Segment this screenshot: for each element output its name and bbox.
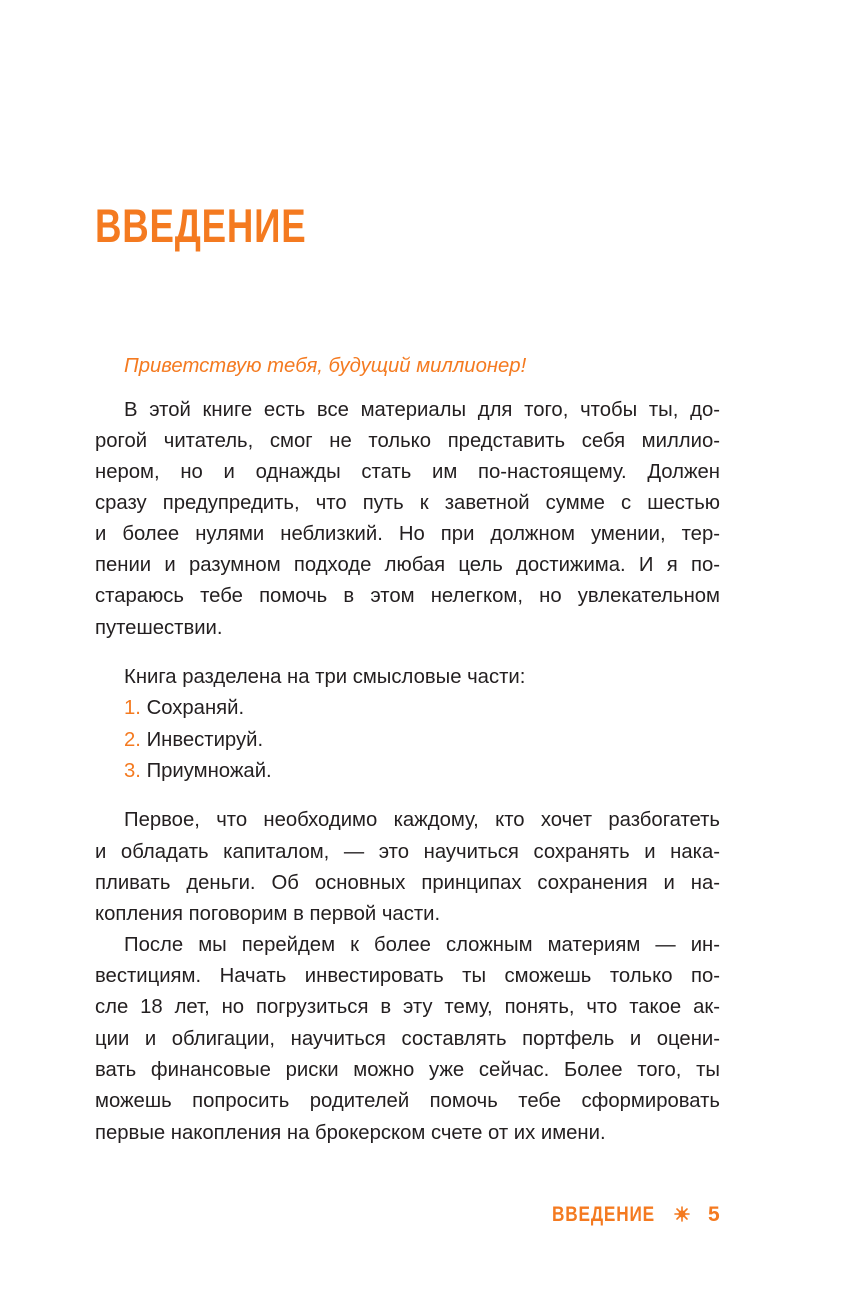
list-intro: Книга разделена на три смысловые части: [124, 666, 526, 688]
paragraph-line: нером, но и однажды стать им по-настоящему. Должен [95, 461, 720, 483]
paragraph-line: сле 18 лет, но погрузиться в эту тему, понять, что такое ак- [95, 996, 720, 1018]
paragraph-line: можешь попросить родителей помочь тебе сформировать [95, 1090, 720, 1112]
paragraph-line: сразу предупредить, что путь к заветной сумме с шестью [95, 492, 720, 514]
list-number: 2. [124, 729, 141, 751]
page-footer [540, 1201, 722, 1229]
paragraph-line: путешествии. [95, 617, 223, 639]
paragraph-line: вать финансовые риски можно уже сейчас. Более того, ты [95, 1059, 720, 1081]
paragraph-line: и более нулями неблизкий. Но при должном умении, тер- [95, 523, 720, 545]
list-number: 3. [124, 760, 141, 782]
list-number: 1. [124, 697, 141, 719]
list-item [124, 758, 720, 784]
paragraph-line: В этой книге есть все материалы для того, чтобы ты, до- [124, 399, 720, 421]
paragraph-line: пении и разумном подходе любая цель достижима. И я по- [95, 554, 720, 576]
list-text: Сохраняй. [146, 697, 245, 719]
list-item [124, 695, 720, 721]
sun-star-icon [674, 1206, 690, 1222]
chapter-title: ВВЕДЕНИЕ [95, 199, 307, 252]
paragraph-line: ции и облигации, научиться составлять портфель и оцени- [95, 1028, 720, 1050]
list-item [124, 727, 720, 753]
running-header: ВВЕДЕНИЕ [552, 1203, 655, 1226]
paragraph-line: вестициям. Начать инвестировать ты сможешь только по- [95, 965, 720, 987]
greeting: Приветствую тебя, будущий миллионер! [124, 355, 527, 377]
paragraph-line: копления поговорим в первой части. [95, 903, 441, 925]
paragraph-line: пливать деньги. Об основных принципах сохранения и на- [95, 872, 720, 894]
page-number: 5 [708, 1203, 720, 1226]
paragraph-line: первые накопления на брокерском счете от их имени. [95, 1122, 606, 1144]
list-text: Инвестируй. [146, 729, 264, 751]
list-text: Приумножай. [146, 760, 272, 782]
paragraph-line: и обладать капиталом, — это научиться сохранять и нака- [95, 841, 720, 863]
paragraph-line: Первое, что необходимо каждому, кто хочет разбогатеть [124, 809, 720, 831]
paragraph-line: рогой читатель, смог не только представить себя миллио- [95, 430, 720, 452]
paragraph-line: После мы перейдем к более сложным материям — ин- [124, 934, 720, 956]
paragraph-line: стараюсь тебе помочь в этом нелегком, но увлекательном [95, 585, 720, 607]
